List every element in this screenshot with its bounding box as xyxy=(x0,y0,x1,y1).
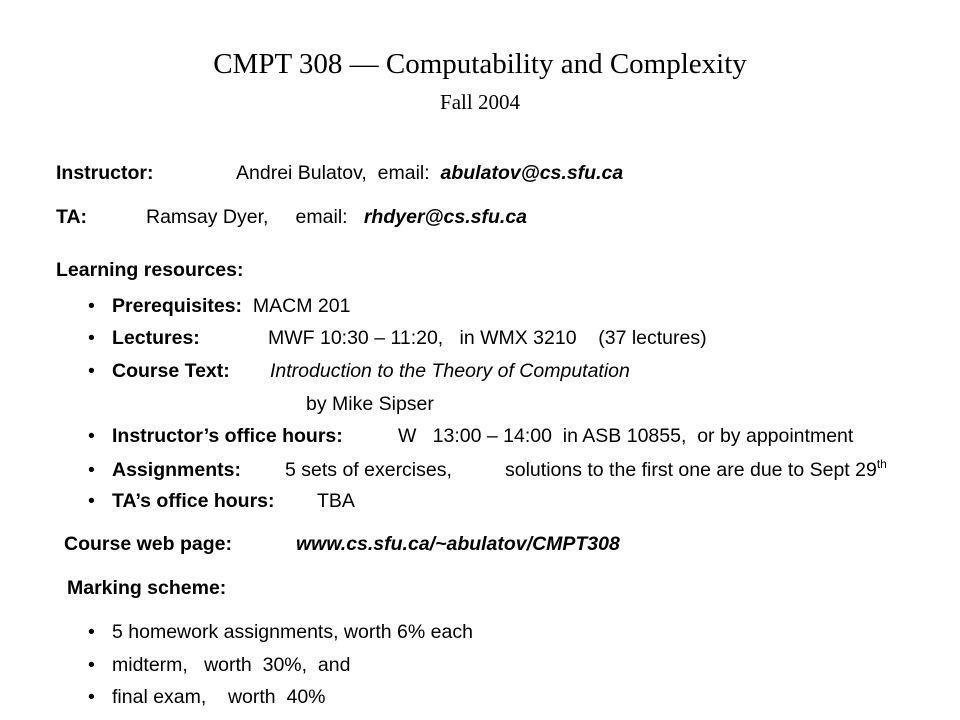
course-text-label: Course Text: xyxy=(112,360,230,382)
marking-item-text: final exam, worth 40% xyxy=(112,686,326,708)
assignments-due-sup: th xyxy=(876,457,887,471)
bullet: • xyxy=(88,654,95,676)
course-web-page-line xyxy=(64,533,620,556)
office-hours-value: W 13:00 – 14:00 in ASB 10855, or by appointment xyxy=(398,425,854,447)
bullet: • xyxy=(88,490,95,512)
marking-item xyxy=(88,686,326,709)
ta-office-hours-value: TBA xyxy=(317,490,355,512)
marking-item-text: midterm, worth 30%, and xyxy=(112,654,351,676)
instructor-line xyxy=(56,162,623,185)
lectures-count: (37 lectures) xyxy=(598,327,707,349)
ta-office-hours-label: TA’s office hours: xyxy=(112,490,275,512)
bullet: • xyxy=(88,360,95,382)
assignments-label: Assignments: xyxy=(112,459,241,481)
lectures-room: in WMX 3210 xyxy=(459,327,577,349)
instructor-label: Instructor: xyxy=(56,162,154,184)
marking-scheme-heading: Marking scheme: xyxy=(67,577,227,599)
course-title: CMPT 308 — Computability and Complexity xyxy=(213,48,747,80)
office-hours-item xyxy=(88,425,853,448)
instructor-email: abulatov@cs.sfu.ca xyxy=(440,162,624,184)
bullet: • xyxy=(88,459,95,481)
assignments-due: solutions to the first one are due to Sept 29 xyxy=(505,459,877,481)
ta-line xyxy=(56,206,527,229)
course-term: Fall 2004 xyxy=(440,90,520,114)
marking-item-text: 5 homework assignments, worth 6% each xyxy=(112,621,473,643)
office-hours-label: Instructor’s office hours: xyxy=(112,425,343,447)
course-text-author: by Mike Sipser xyxy=(306,393,434,415)
prerequisites-item xyxy=(88,295,350,318)
prerequisites-label: Prerequisites: xyxy=(112,295,243,317)
ta-label: TA: xyxy=(56,206,88,228)
bullet: • xyxy=(88,295,95,317)
assignments-sets: 5 sets of exercises, xyxy=(285,459,452,481)
lectures-time: MWF 10:30 – 11:20, xyxy=(268,327,444,349)
course-web-page-label: Course web page: xyxy=(64,533,232,555)
bullet: • xyxy=(88,327,95,349)
lectures-label: Lectures: xyxy=(112,327,200,349)
lectures-item xyxy=(88,327,707,350)
ta-name: Ramsay Dyer, xyxy=(146,206,269,228)
marking-item xyxy=(88,621,473,644)
ta-email: rhdyer@cs.sfu.ca xyxy=(363,206,528,228)
course-web-page-url[interactable]: www.cs.sfu.ca/~abulatov/CMPT308 xyxy=(296,533,620,555)
course-text-item xyxy=(88,360,630,383)
bullet: • xyxy=(88,425,95,447)
course-text-title: Introduction to the Theory of Computation xyxy=(270,360,630,382)
ta-email-label: email: xyxy=(295,206,348,228)
ta-office-hours-item xyxy=(88,490,355,513)
instructor-email-label: email: xyxy=(377,162,430,184)
assignments-item xyxy=(88,457,887,482)
marking-item xyxy=(88,654,350,677)
bullet: • xyxy=(88,621,95,643)
prerequisites-value: MACM 201 xyxy=(252,295,351,317)
bullet: • xyxy=(88,686,95,708)
instructor-name: Andrei Bulatov, xyxy=(236,162,367,184)
learning-resources-heading: Learning resources: xyxy=(56,259,244,281)
